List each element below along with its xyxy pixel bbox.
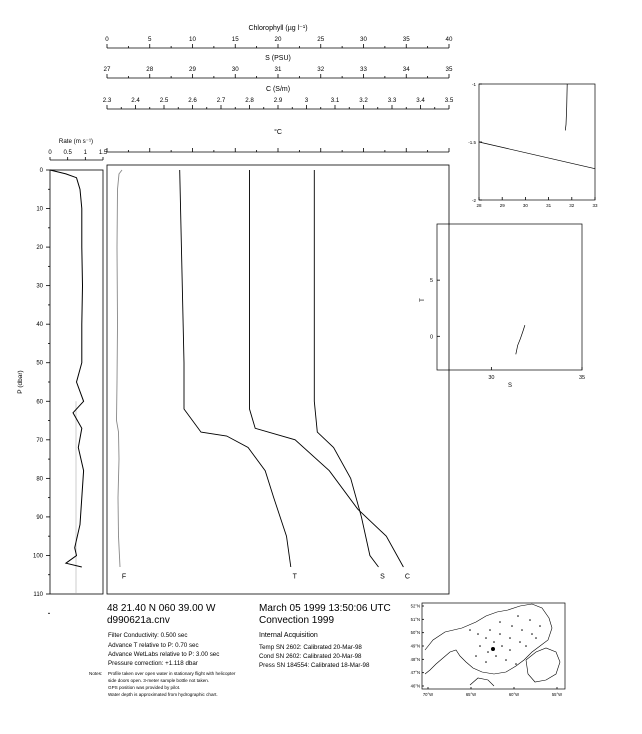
map-station-point <box>487 651 489 653</box>
pressure-axis-tick-label: 40 <box>36 322 43 329</box>
top-axis-label: S (PSU) <box>265 55 291 62</box>
inset1-x-tick-label: 28 <box>476 203 482 208</box>
map-station-point <box>525 645 527 647</box>
profile-trace-t <box>180 170 291 567</box>
ts-inset-y-tick-label: 0 <box>429 334 433 341</box>
top-axis-tick-label: 3.3 <box>387 97 397 104</box>
setting-advance-wetlabs: Advance WetLabs relative to P: 3.00 sec <box>108 651 220 658</box>
pressure-axis-tick-label: 50 <box>36 360 43 367</box>
map-current-station <box>491 647 495 651</box>
top-axis-tick-label: 5 <box>148 36 152 43</box>
note-line: Water depth is approximated from hydrographic chart. <box>108 692 218 697</box>
note-line: GPS position was provided by pilot. <box>108 685 181 690</box>
map-station-point <box>485 661 487 663</box>
trace-label-t: T <box>292 573 297 581</box>
ts-inset-x-tick-label: 30 <box>488 375 495 381</box>
note-line: side doors open. 3-meter sample bottle not taken. <box>108 678 210 683</box>
top-axis-tick-label: 2.6 <box>188 97 197 104</box>
profile-trace-f <box>117 170 123 567</box>
top-axis-tick-label: 3.2 <box>359 97 368 104</box>
map-lon-label: 70°W <box>422 692 434 697</box>
map-station-point <box>479 645 481 647</box>
top-axis-tick-label: 0 <box>105 36 109 43</box>
inset1-y-tick-label: -1.5 <box>468 140 476 145</box>
top-axis-tick-label: 35 <box>445 66 453 73</box>
top-axis-tick-label: 30 <box>360 36 367 43</box>
sensor-press: Press SN 184554: Calibrated 18-Mar-98 <box>259 662 370 669</box>
setting-filter: Filter Conductivity: 0.500 sec <box>108 632 188 639</box>
pressure-axis-tick-label: 0 <box>39 168 43 174</box>
top-axis-tick-label: 3 <box>304 97 309 104</box>
ts-inset-y-label: T <box>420 298 426 302</box>
inset1-x-tick-label: 30 <box>522 203 528 208</box>
profile-trace-c <box>250 170 404 567</box>
top-axis-tick-label: 10 <box>189 36 196 43</box>
top-axis-tick-label: 3.4 <box>416 97 425 104</box>
inset1-frame <box>479 84 595 200</box>
top-axis-tick-label: 30 <box>231 66 239 73</box>
trace-label-s: S <box>380 573 385 581</box>
pressure-axis-tick-label: 20 <box>36 245 43 252</box>
map-lat-label: 49°N <box>410 643 420 649</box>
pressure-axis-label: P (dbar) <box>17 370 24 394</box>
map-station-point <box>475 655 477 657</box>
map-station-point <box>517 615 519 617</box>
notes-label: Notes: <box>89 671 103 676</box>
top-axis-label: °C <box>274 129 282 136</box>
profile-panel-frame <box>107 165 449 594</box>
top-axis-tick-label: 15 <box>231 36 239 43</box>
top-axis-tick-label: 2.9 <box>273 97 283 104</box>
rate-axis-tick-label: 0.5 <box>63 150 72 156</box>
map-station-point <box>515 663 517 665</box>
map-station-point <box>505 659 507 661</box>
map-station-point <box>469 629 471 631</box>
top-axis-tick-label: 33 <box>360 66 367 73</box>
map-frame <box>422 603 565 689</box>
pressure-axis-tick-label: 10 <box>36 206 43 213</box>
acquisition-type: Internal Acquisition <box>259 632 318 639</box>
top-axis-label: Chlorophyll (µg l⁻¹) <box>248 25 308 32</box>
map-station-point <box>485 637 487 639</box>
sensor-cond: Cond SN 2602: Calibrated 20-Mar-98 <box>259 653 362 660</box>
ts-inset-x-tick-label: 35 <box>578 375 586 381</box>
top-axis-tick-label: 29 <box>189 66 196 73</box>
map-station-point <box>489 629 491 631</box>
top-axis-tick-label: 35 <box>402 36 410 43</box>
rate-axis-label: Rate (m s⁻¹) <box>58 138 94 145</box>
rate-axis-tick-label: 1 <box>83 150 88 156</box>
top-axis-tick-label: 2.3 <box>102 97 112 104</box>
top-axis-tick-label: 40 <box>445 36 453 43</box>
top-axis-tick-label: 3.5 <box>444 97 454 104</box>
inset1-x-tick-label: 32 <box>569 203 575 208</box>
rate-axis-tick-label: 0 <box>48 150 52 156</box>
top-axis-tick-label: 32 <box>317 66 325 73</box>
station-position: 48 21.40 N 060 39.00 W <box>107 603 216 614</box>
map-lon-label: 60°W <box>508 692 520 697</box>
map-station-point <box>511 625 513 627</box>
top-axis-tick-label: 27 <box>103 66 111 73</box>
cast-datetime: March 05 1999 13:50:06 UTC <box>259 603 391 614</box>
inset1-y-tick-label: -2 <box>471 198 476 203</box>
map-lat-label: 46°N <box>410 683 420 689</box>
note-line: Profile taken over open water in stationary flight with helicopter <box>108 671 236 676</box>
profile-trace-s <box>314 170 378 567</box>
pressure-axis-tick-label: 80 <box>36 476 43 483</box>
ts-inset-x-label: S <box>507 383 513 389</box>
map-station-point <box>539 625 541 627</box>
map-lat-label: 51°N <box>410 616 420 622</box>
pressure-axis-tick-label: 30 <box>36 283 43 290</box>
rate-trace <box>50 170 84 567</box>
map-lat-label: 50°N <box>410 630 420 636</box>
inset1-trace <box>479 142 595 169</box>
top-axis-tick-label: 20 <box>274 36 282 43</box>
map-station-point <box>531 633 533 635</box>
map-lat-label: 48°N <box>410 656 420 662</box>
trace-label-c: C <box>404 573 410 581</box>
top-axis-tick-label: 28 <box>146 66 154 73</box>
top-axis-tick-label: 34 <box>402 66 410 73</box>
data-file-name: d990621a.cnv <box>107 615 170 626</box>
map-station-point <box>519 641 521 643</box>
top-axis-tick-label: 2.8 <box>245 97 254 104</box>
top-axis-tick-label: 3.1 <box>330 97 340 104</box>
setting-pressure-correction: Pressure correction: +1.118 dbar <box>108 660 198 667</box>
project-name: Convection 1999 <box>259 615 335 626</box>
pressure-axis-tick-label: 110 <box>33 592 43 598</box>
rate-axis-tick-label: 1.5 <box>98 150 108 156</box>
map-station-point <box>499 621 501 623</box>
inset1-x-tick-label: 29 <box>499 203 505 208</box>
setting-advance-t: Advance T relative to P: 0.70 sec <box>108 642 199 649</box>
ts-inset-frame <box>437 224 582 370</box>
map-station-point <box>535 637 537 639</box>
map-station-point <box>509 649 511 651</box>
inset1-trace <box>565 84 567 130</box>
map-lon-label: 55°W <box>551 692 563 697</box>
top-axis-label: C (S/m) <box>265 86 291 93</box>
map-station-point <box>521 629 523 631</box>
inset1-y-tick-label: -1 <box>471 82 476 87</box>
ts-inset-trace <box>516 325 525 354</box>
map-station-point <box>477 633 479 635</box>
map-station-point <box>493 641 495 643</box>
pressure-axis-tick-label: 90 <box>36 514 43 521</box>
map-station-point <box>495 655 497 657</box>
trace-label-f: F <box>121 573 127 581</box>
pressure-axis-tick-label: 70 <box>36 437 43 444</box>
map-lat-label: 52°N <box>410 603 420 609</box>
map-station-point <box>499 633 501 635</box>
top-axis-tick-label: 2.7 <box>216 97 226 104</box>
top-axis-tick-label: 31 <box>274 66 282 73</box>
map-station-point <box>509 637 511 639</box>
map-lon-label: 65°W <box>465 692 477 697</box>
map-station-point <box>501 645 503 647</box>
map-station-point <box>529 619 531 621</box>
top-axis-tick-label: 2.4 <box>131 97 140 104</box>
pressure-axis-tick-label: 60 <box>36 399 43 406</box>
pressure-axis-tick-label: 100 <box>32 553 43 560</box>
top-axis-tick-label: 2.5 <box>159 97 169 104</box>
top-axis-tick-label: 25 <box>317 36 325 43</box>
map-lat-label: 47°N <box>410 670 420 676</box>
inset1-x-tick-label: 33 <box>592 203 598 208</box>
sensor-temp: Temp SN 2602: Calibrated 20-Mar-98 <box>259 644 362 651</box>
ts-inset-y-tick-label: 5 <box>429 278 433 285</box>
inset1-x-tick-label: 31 <box>546 203 552 208</box>
